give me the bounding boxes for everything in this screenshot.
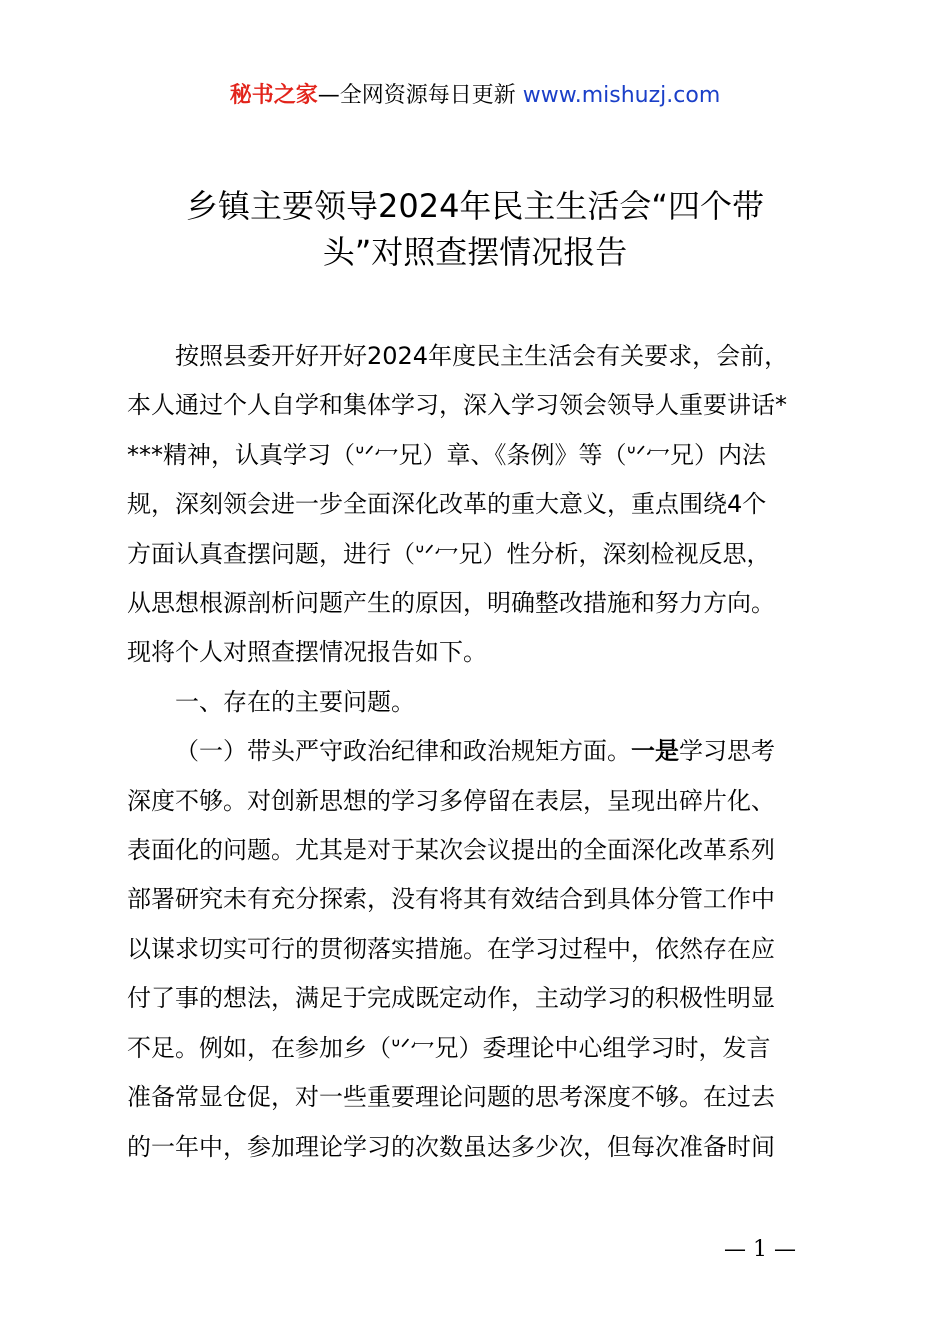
title-line-1: 乡镇主要领导2024年民主生活会“四个带	[185, 187, 765, 225]
title-line-2: 头”对照查摆情况报告	[322, 233, 628, 271]
body-line: 以谋求切实可行的贯彻落实措施。在学习过程中，依然存在应	[127, 934, 775, 963]
body-line: 深度不够。对创新思想的学习多停留在表层，呈现出碎片化、	[127, 786, 775, 815]
body-line: 从思想根源剖析问题产生的原因，明确整改措施和努力方向。	[127, 589, 775, 618]
body-line: 现将个人对照查摆情况报告如下。	[127, 638, 487, 667]
subsection-text: 学习思考	[679, 737, 775, 766]
brand-name: 秘书之家	[229, 83, 318, 108]
body-line: 的一年中，参加理论学习的次数虽达多少次，但每次准备时间	[127, 1132, 775, 1161]
body-line: 方面认真查摆问题，进行（ᐡᐟ冖兄）性分析，深刻检视反思，	[127, 539, 771, 568]
body-line: 表面化的问题。尤其是对于某次会议提出的全面深化改革系列	[127, 836, 775, 865]
header-url[interactable]: www.mishuzj.com	[522, 83, 721, 108]
body-line: 规，深刻领会进一步全面深化改革的重大意义，重点围绕4个	[127, 490, 767, 519]
body-line: 按照县委开好开好2024年度民主生活会有关要求，会前，	[175, 342, 789, 370]
site-header	[0, 80, 950, 112]
body-line: 不足。例如，在参加乡（ᐡᐟ冖兄）委理论中心组学习时，发言	[127, 1033, 771, 1062]
document-body	[127, 332, 833, 1172]
document-title	[95, 183, 855, 275]
section-heading: 一、存在的主要问题。	[175, 687, 415, 716]
body-line: ***精神，认真学习（ᐡᐟ冖兄）章、《条例》等（ᐡᐟ冖兄）内法	[127, 440, 766, 469]
body-line: 部署研究未有充分探索，没有将其有效结合到具体分管工作中	[127, 885, 775, 914]
body-line: 本人通过个人自学和集体学习，深入学习领会领导人重要讲话*	[127, 391, 787, 420]
point-marker: 一是	[631, 737, 679, 766]
body-line: 付了事的想法，满足于完成既定动作，主动学习的积极性明显	[127, 984, 775, 1013]
page-number: — 1 —	[724, 1237, 796, 1262]
header-slogan: —全网资源每日更新	[317, 83, 516, 108]
body-line: 准备常显仓促，对一些重要理论问题的思考深度不够。在过去	[127, 1083, 775, 1112]
subsection-title: （一）带头严守政治纪律和政治规矩方面。	[175, 737, 631, 766]
subsection-heading-line	[127, 727, 833, 776]
